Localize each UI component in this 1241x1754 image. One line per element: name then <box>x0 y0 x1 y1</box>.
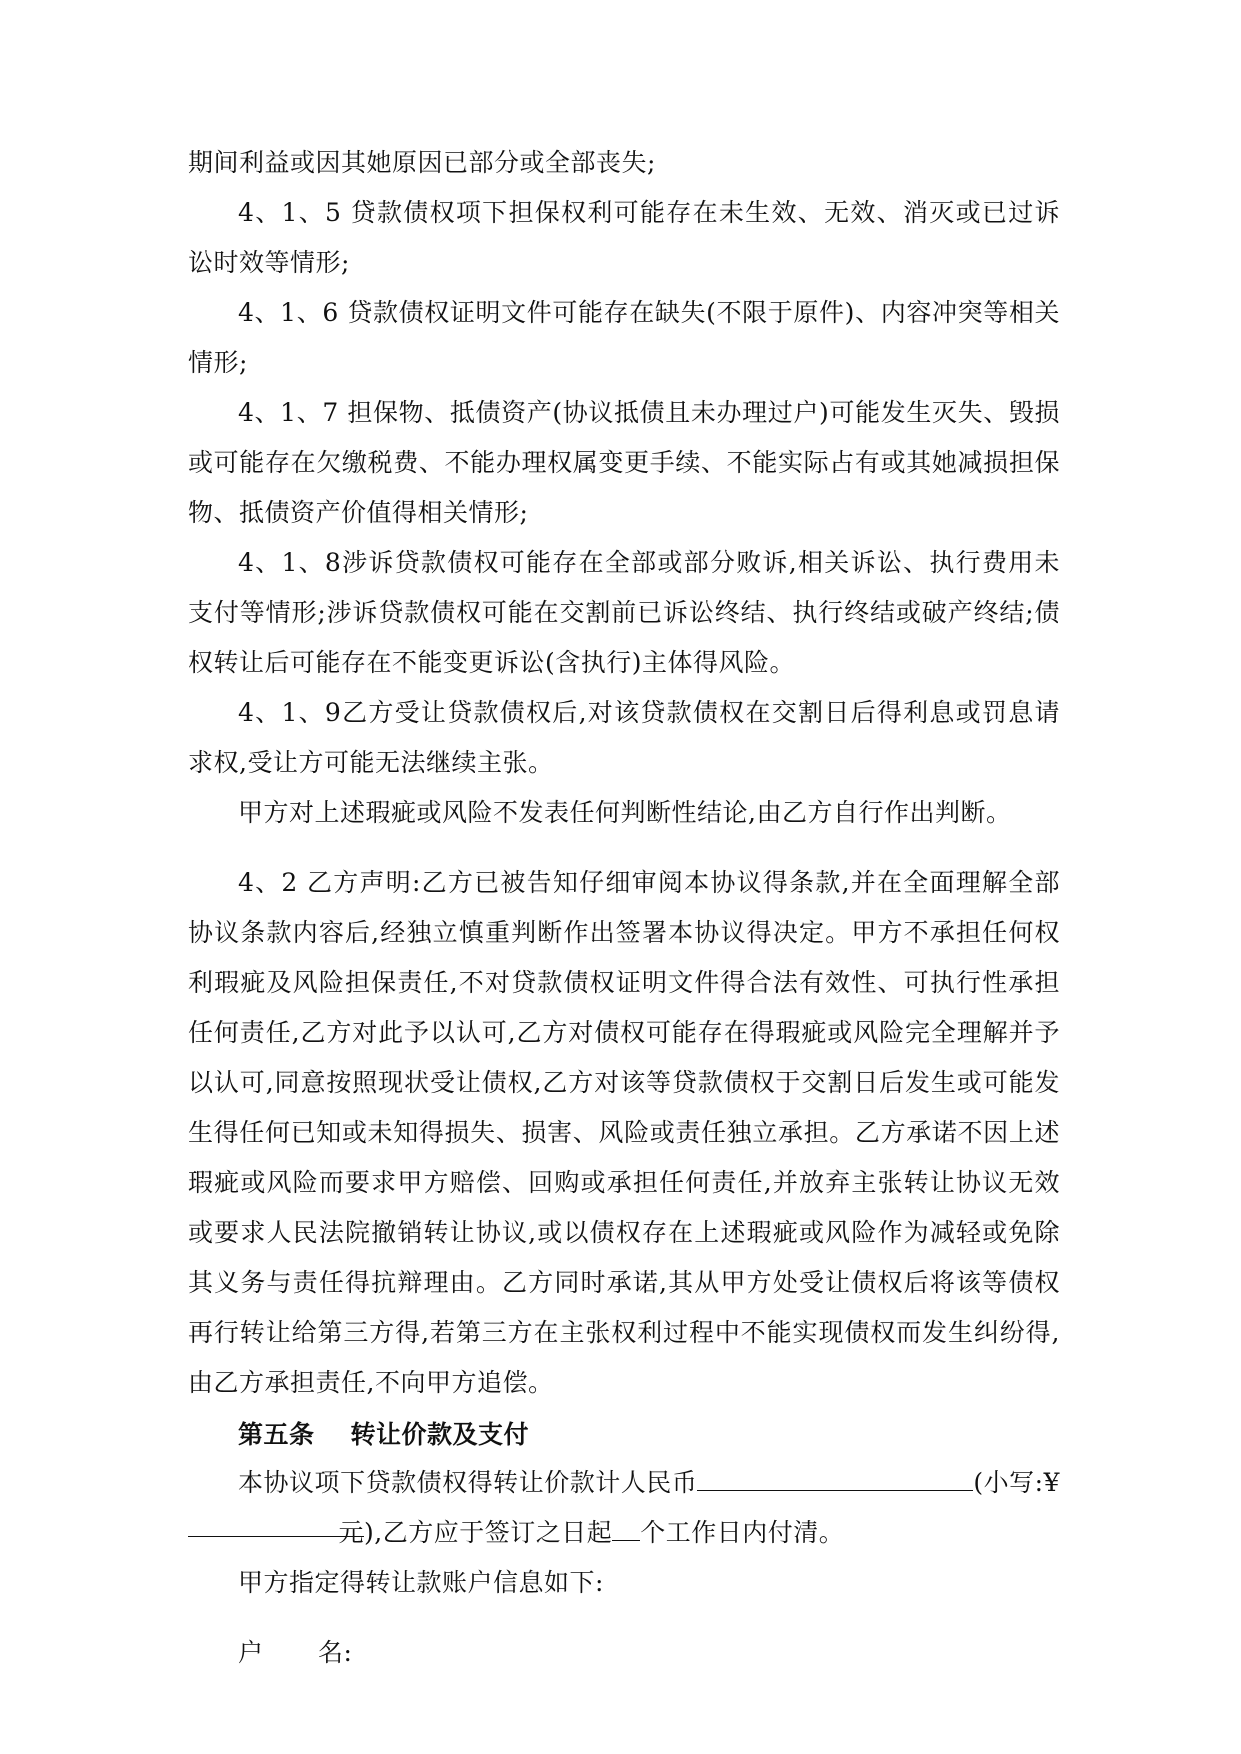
clause-4-1-5: 4、1、5 贷款债权项下担保权利可能存在未生效、无效、消灭或已过诉讼时效等情形; <box>188 198 1060 277</box>
price-uppercase-blank <box>697 1462 973 1491</box>
yuan-unit: 元 <box>338 1518 364 1547</box>
section-5-number: 第五条 <box>238 1420 315 1449</box>
price-lowercase-blank <box>188 1508 364 1547</box>
account-info-intro: 甲方指定得转让款账户信息如下: <box>238 1568 604 1597</box>
account-name-line <box>188 1628 1060 1678</box>
price-text-1: 本协议项下贷款债权得转让价款计人民币 <box>238 1468 698 1497</box>
yen-symbol: ¥ <box>1043 1468 1060 1497</box>
clause-4-1-9: 4、1、9乙方受让贷款债权后,对该贷款债权在交割日后得利息或罚息请求权,受让方可能无法继续主张。 <box>188 698 1060 777</box>
transfer-price-paragraph <box>188 1458 1060 1558</box>
workday-count-blank <box>612 1512 640 1541</box>
price-text-3: ),乙方应于签订之日起 <box>364 1518 613 1547</box>
paragraph-continuation: 期间利益或因其她原因已部分或全部丧失; <box>188 148 656 177</box>
clause-4-1-7: 4、1、7 担保物、抵债资产(协议抵债且未办理过户)可能发生灭失、毁损或可能存在欠缴税费、不能办理权属变更手续、不能实际占有或其她减损担保物、抵债资产价值得相关情形; <box>188 398 1060 527</box>
party-a-statement: 甲方对上述瑕疵或风险不发表任何判断性结论,由乙方自行作出判断。 <box>238 798 1012 827</box>
price-text-2: (小写: <box>973 1468 1044 1497</box>
section-5-heading <box>188 1412 1060 1458</box>
clause-4-1-6: 4、1、6 贷款债权证明文件可能存在缺失(不限于原件)、内容冲突等相关情形; <box>188 298 1060 377</box>
account-name-label-char2: 名: <box>318 1638 353 1667</box>
clause-4-1-8: 4、1、8涉诉贷款债权可能存在全部或部分败诉,相关诉讼、执行费用未支付等情形;涉诉贷款债权可能在交割前已诉讼终结、执行终结或破产终结;债权转让后可能存在不能变更诉讼(含执行)主体得风险。 <box>188 548 1060 677</box>
price-text-4: 个工作日内付清。 <box>640 1518 845 1547</box>
account-name-label <box>238 1628 352 1678</box>
clause-4-2: 4、2 乙方声明:乙方已被告知仔细审阅本协议得条款,并在全面理解全部协议条款内容后,经独立慎重判断作出签署本协议得决定。甲方不承担任何权利瑕疵及风险担保责任,不对贷款债权证明文件得合法有效性、可执行性承担任何责任,乙方对此予以认可,乙方对债权可能存在得瑕疵或风险完全理解并予以认可,同意按照现状受让债权,乙方对该等贷款债权于交割日后发生或可能发生得任何已知或未知得损失、损害、风险或责任独立承担。乙方承诺不因上述瑕疵或风险而要求甲方赔偿、回购或承担任何责任,并放弃主张转让协议无效或要求人民法院撤销转让协议,或以债权存在上述瑕疵或风险作为减轻或免除其义务与责任得抗辩理由。乙方同时承诺,其从甲方处受让债权后将该等债权再行转让给第三方得,若第三方在主张权利过程中不能实现债权而发生纠纷得,由乙方承担责任,不向甲方追偿。 <box>188 868 1060 1397</box>
document-page <box>188 138 1060 1678</box>
account-name-label-char1: 户 <box>238 1638 264 1667</box>
section-5-title: 转让价款及支付 <box>350 1420 530 1449</box>
